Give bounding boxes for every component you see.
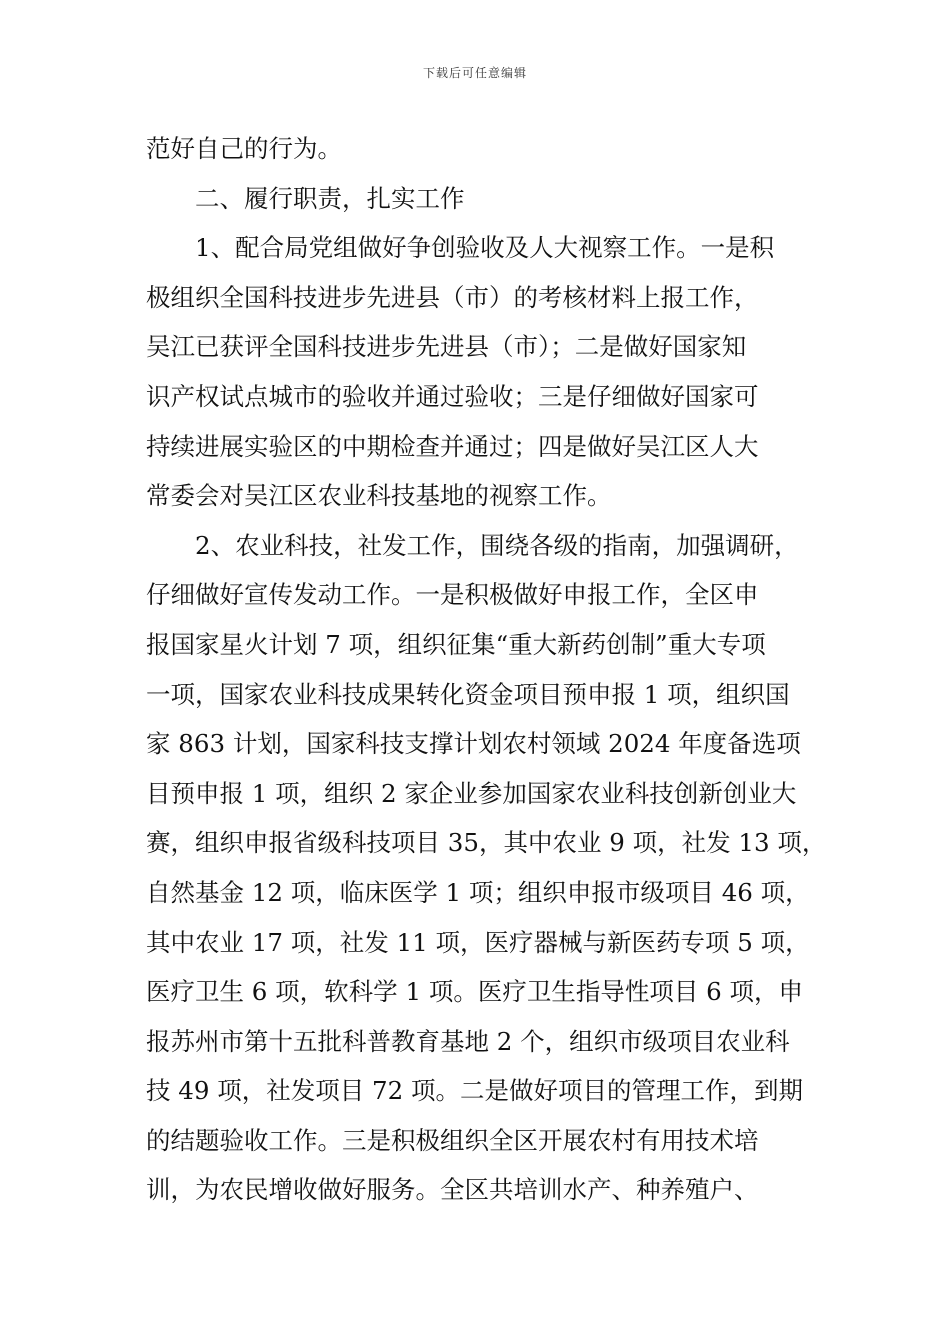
text-line: 技 49 项，社发项目 72 项。二是做好项目的管理工作，到期 (146, 1076, 803, 1106)
text-line: 的结题验收工作。三是积极组织全区开展农村有用技术培 (146, 1125, 759, 1155)
text-line: 吴江已获评全国科技进步先进县（市）；二是做好国家知 (146, 332, 747, 362)
text-line: 极组织全国科技进步先进县（市）的考核材料上报工作， (146, 282, 759, 312)
text-line: 常委会对吴江区农业科技基地的视察工作。 (146, 481, 612, 511)
text-line: 医疗卫生 6 项，软科学 1 项。医疗卫生指导性项目 6 项，申 (146, 977, 803, 1007)
document-body (146, 124, 826, 1215)
text-line: 一项，国家农业科技成果转化资金项目预申报 1 项，组织国 (146, 679, 790, 709)
text-line: 训，为农民增收做好服务。全区共培训水产、种养殖户、 (146, 1175, 759, 1205)
text-line: 报国家星火计划 7 项，组织征集“重大新药创制”重大专项 (146, 629, 766, 659)
section-heading: 二、履行职责，扎实工作 (195, 183, 465, 213)
text-line: 赛，组织申报省级科技项目 35，其中农业 9 项，社发 13 项， (146, 828, 827, 858)
paragraph-start: 2、农业科技，社发工作，围绕各级的指南，加强调研， (195, 530, 799, 560)
text-line: 范好自己的行为。 (146, 134, 342, 163)
text-line: 自然基金 12 项，临床医学 1 项；组织申报市级项目 46 项， (146, 877, 810, 907)
text-line: 识产权试点城市的验收并通过验收；三是仔细做好国家可 (146, 381, 759, 411)
text-line: 持续进展实验区的中期检查并通过；四是做好吴江区人大 (146, 431, 759, 461)
text-line: 仔细做好宣传发动工作。一是积极做好申报工作，全区申 (146, 580, 759, 610)
text-line: 其中农业 17 项，社发 11 项，医疗器械与新医药专项 5 项， (146, 927, 810, 957)
paragraph-start: 1、配合局党组做好争创验收及人大视察工作。一是积 (195, 233, 775, 263)
text-line: 报苏州市第十五批科普教育基地 2 个，组织市级项目农业科 (146, 1026, 790, 1056)
text-line: 目预申报 1 项，组织 2 家企业参加国家农业科技创新创业大 (146, 778, 797, 808)
text-line: 家 863 计划，国家科技支撑计划农村领域 2024 年度备选项 (146, 729, 801, 759)
page-header: 下载后可任意编辑 (422, 66, 527, 80)
